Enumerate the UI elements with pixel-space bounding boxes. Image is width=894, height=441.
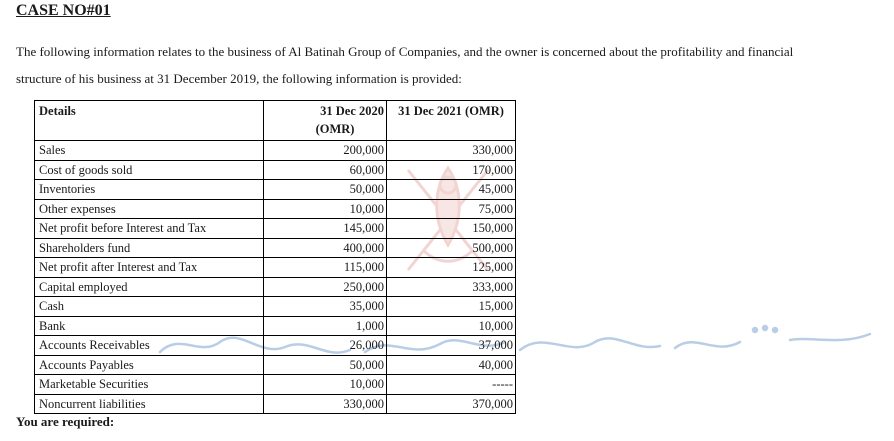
- row-label: Inventories: [35, 180, 264, 200]
- table-row: [35, 316, 516, 336]
- row-value-2020: 200,000: [264, 141, 387, 161]
- row-label: Net profit before Interest and Tax: [35, 219, 264, 239]
- table-row: [35, 199, 516, 219]
- table-row: [35, 355, 516, 375]
- row-value-2021: 37,000: [387, 336, 516, 356]
- row-label: Accounts Payables: [35, 355, 264, 375]
- row-label: Sales: [35, 141, 264, 161]
- table-row: [35, 297, 516, 317]
- header-2020-line2: (OMR): [315, 122, 355, 136]
- row-value-2021: 170,000: [387, 160, 516, 180]
- row-value-2021: -----: [387, 375, 516, 395]
- financial-data-table: [34, 100, 516, 414]
- row-value-2021: 40,000: [387, 355, 516, 375]
- row-value-2020: 35,000: [264, 297, 387, 317]
- row-value-2020: 115,000: [264, 258, 387, 278]
- row-value-2020: 50,000: [264, 180, 387, 200]
- row-value-2021: 45,000: [387, 180, 516, 200]
- row-value-2020: 330,000: [264, 394, 387, 414]
- row-value-2020: 10,000: [264, 375, 387, 395]
- row-value-2020: 10,000: [264, 199, 387, 219]
- table-row: [35, 141, 516, 161]
- case-title: CASE NO#01: [16, 2, 111, 19]
- table-row: [35, 258, 516, 278]
- table-row: [35, 238, 516, 258]
- row-label: Shareholders fund: [35, 238, 264, 258]
- header-2020: [264, 101, 387, 141]
- intro-paragraph: [16, 38, 888, 92]
- row-value-2021: 333,000: [387, 277, 516, 297]
- row-label: Other expenses: [35, 199, 264, 219]
- intro-line-2: structure of his business at 31 December 2019, the following information is provided:: [16, 71, 462, 86]
- row-value-2020: 26,000: [264, 336, 387, 356]
- header-2021: 31 Dec 2021 (OMR): [387, 101, 516, 141]
- row-value-2021: 15,000: [387, 297, 516, 317]
- row-value-2020: 60,000: [264, 160, 387, 180]
- row-value-2021: 125,000: [387, 258, 516, 278]
- required-heading: You are required:: [16, 414, 115, 429]
- table-row: [35, 375, 516, 395]
- header-2020-line1: 31 Dec 2020: [320, 104, 384, 118]
- table-row: [35, 336, 516, 356]
- row-value-2021: 370,000: [387, 394, 516, 414]
- table-row: [35, 160, 516, 180]
- row-value-2020: 250,000: [264, 277, 387, 297]
- row-value-2021: 10,000: [387, 316, 516, 336]
- table-row: [35, 180, 516, 200]
- row-value-2021: 500,000: [387, 238, 516, 258]
- row-value-2021: 75,000: [387, 199, 516, 219]
- row-value-2020: 1,000: [264, 316, 387, 336]
- row-label: Cash: [35, 297, 264, 317]
- row-label: Capital employed: [35, 277, 264, 297]
- table-row: [35, 219, 516, 239]
- row-value-2021: 150,000: [387, 219, 516, 239]
- row-label: Bank: [35, 316, 264, 336]
- row-label: Noncurrent liabilities: [35, 394, 264, 414]
- row-label: Net profit after Interest and Tax: [35, 258, 264, 278]
- row-label: Marketable Securities: [35, 375, 264, 395]
- header-details: Details: [35, 101, 264, 141]
- table-header-row: [35, 101, 516, 141]
- row-value-2020: 145,000: [264, 219, 387, 239]
- row-value-2020: 50,000: [264, 355, 387, 375]
- row-label: Cost of goods sold: [35, 160, 264, 180]
- table-row: [35, 277, 516, 297]
- intro-line-1: The following information relates to the business of Al Batinah Group of Companies, and the owner is concerned about the profitability and financial: [16, 44, 794, 59]
- row-value-2020: 400,000: [264, 238, 387, 258]
- row-value-2021: 330,000: [387, 141, 516, 161]
- table-row: [35, 394, 516, 414]
- row-label: Accounts Receivables: [35, 336, 264, 356]
